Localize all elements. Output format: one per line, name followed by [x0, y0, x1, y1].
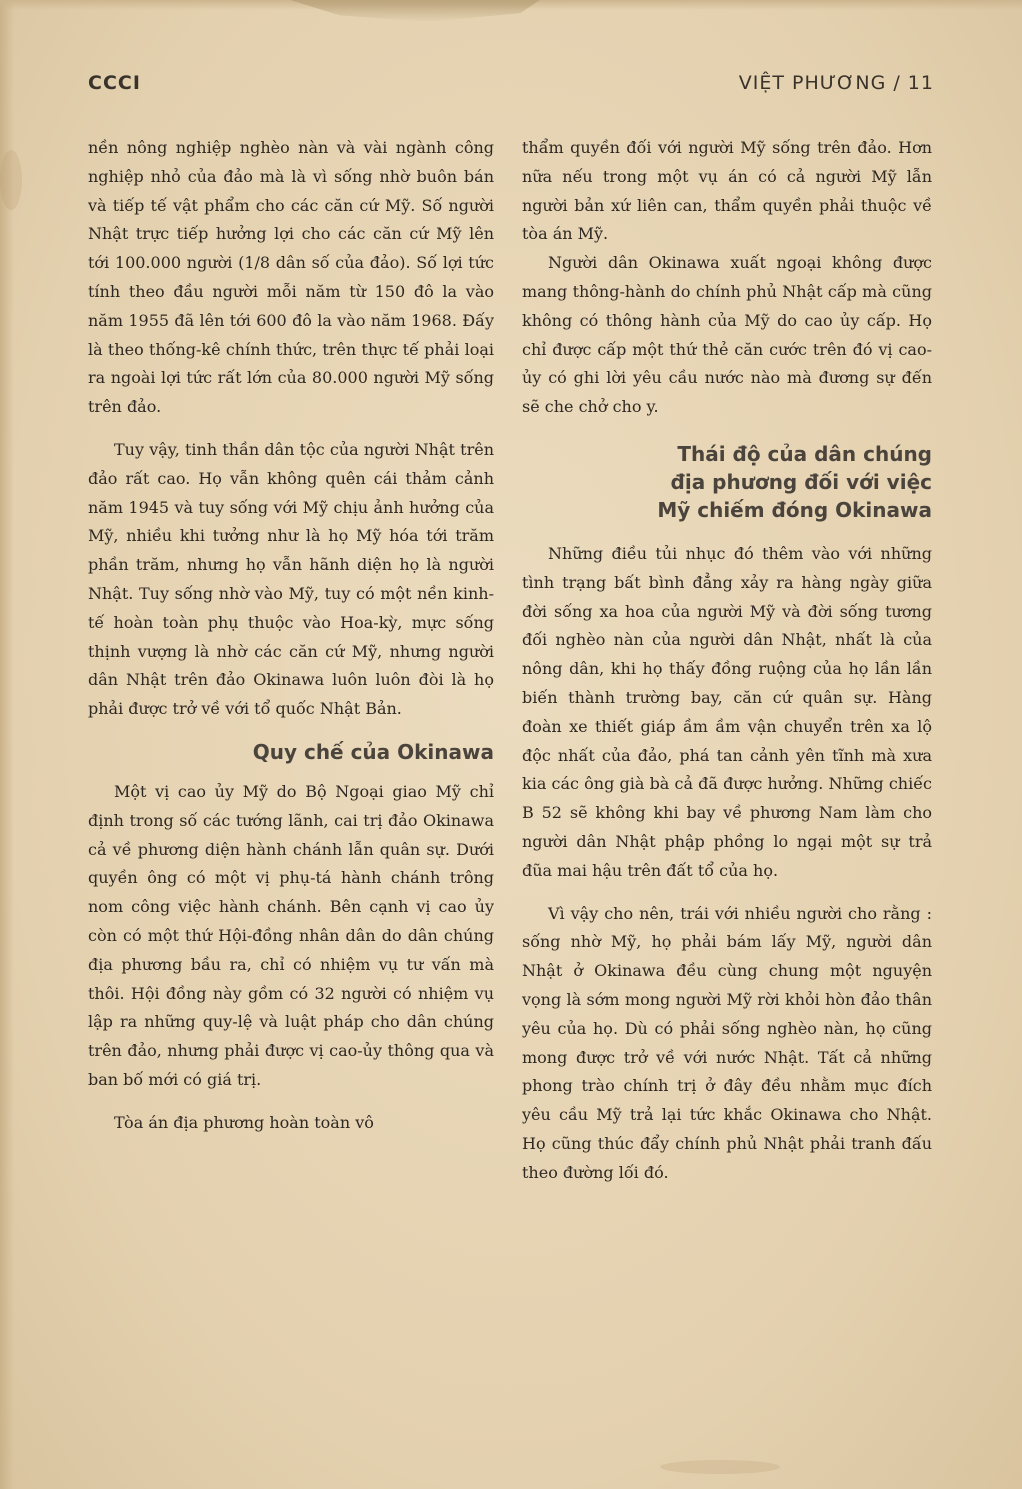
section-heading-line: địa phương đối với việc: [670, 469, 932, 494]
paragraph: Vì vậy cho nên, trái với nhiều người cho rằng : sống nhờ Mỹ, họ phải bám lấy Mỹ, người dân Nhật ở Okinawa đều cùng chung một nguyện vọng là sớm mong người Mỹ rời khỏi hòn đảo thân yêu của họ. Dù có phải sống nghèo nàn, họ cũng mong được trở về với nước Nhật. Tất cả những phong trào chính trị ở đây đều nhằm mục đích yêu cầu Mỹ trả lại tức khắc Okinawa cho Nhật. Họ cũng thúc đẩy chính phủ Nhật phải tranh đấu theo đường lối đó.: [522, 903, 932, 1182]
paragraph: Một vị cao ủy Mỹ do Bộ Ngoại giao Mỹ chỉ định trong số các tướng lãnh, cai trị đảo Okinawa cả về phương diện hành chánh lẫn quân sự. Dưới quyền ông có một vị phụ-tá hành chánh trông nom công việc hành chánh. Bên cạnh vị cao ủy còn có một thứ Hội-đồng nhân dân do dân chúng địa phương bầu ra, chỉ có nhiệm vụ tư vấn mà thôi. Hội đồng này gồm có 32 người có nhiệm vụ lập ra những quy-lệ và luật pháp cho dân chúng trên đảo, nhưng phải được vị cao-ủy thông qua và ban bố mới có giá trị.: [88, 781, 494, 1089]
paragraph: Người dân Okinawa xuất ngoại không được mang thông-hành do chính phủ Nhật cấp mà cũng không có thông hành của Mỹ do cao ủy cấp. Họ chỉ được cấp một thứ thẻ căn cước trên đó vị cao-ủy có ghi lời yêu cầu nước nào mà đương sự đến sẽ che chở cho y.: [522, 253, 932, 417]
paper-stain: [0, 150, 22, 210]
page-edge-shadow: [0, 0, 14, 1489]
right-column: [522, 134, 932, 1188]
paragraph: Tuy vậy, tinh thần dân tộc của người Nhật trên đảo rất cao. Họ vẫn không quên cái thảm cảnh năm 1945 và tuy sống với Mỹ chịu ảnh hưởng của Mỹ, nhiều khi tưởng như là họ Mỹ hóa tới trăm phần trăm, nhưng họ vẫn hãnh diện họ là người Nhật. Tuy sống nhờ vào Mỹ, tuy có một nền kinh-tế hoàn toàn phụ thuộc vào Hoa-kỳ, mực sống thịnh vượng là nhờ các căn cứ Mỹ, nhưng người dân Nhật trên đảo Okinawa luôn luôn đòi là họ phải được trở về với tổ quốc Nhật Bản.: [88, 439, 494, 719]
torn-paper-mark: [290, 0, 540, 22]
section-heading-line: Thái độ của dân chúng: [677, 441, 932, 466]
section-heading-line: Mỹ chiếm đóng Okinawa: [657, 497, 932, 522]
page-header: [88, 66, 934, 100]
section-heading-text: Quy chế của Okinawa: [252, 739, 494, 764]
paper-stain: [660, 1460, 780, 1474]
header-left-text: CCCI: [88, 72, 141, 94]
paragraph: Những điều tủi nhục đó thêm vào với những tình trạng bất bình đẳng xảy ra hàng ngày giữa đời sống xa hoa của người Mỹ và đời sống tương đối nghèo nàn của người dân Nhật, nhất là của nông dân, khi họ thấy đồng ruộng của họ lần lần biến thành trường bay, căn cứ quân sự. Hàng đoàn xe thiết giáp ầm ầm vận chuyển trên xa lộ độc nhất của đảo, phá tan cảnh yên tĩnh mà xưa kia các ông già bà cả đã được hưởng. Những chiếc B 52 sẽ không khi bay về phương Nam làm cho người dân Nhật phập phồng lo ngại một sự trả đũa mai hậu trên đất tổ của họ.: [522, 543, 932, 880]
paragraph: thẩm quyền đối với người Mỹ sống trên đảo. Hơn nữa nếu trong một vụ án có cả người Mỹ lẫn người bản xứ liên can, thẩm quyền phải thuộc về tòa án Mỹ.: [522, 138, 932, 244]
section-heading: [88, 738, 494, 766]
paragraph: nền nông nghiệp nghèo nàn và vài ngành công nghiệp nhỏ của đảo mà là vì sống nhờ buôn bán và tiếp tế vật phẩm cho các căn cứ Mỹ. Số người Nhật trực tiếp hưởng lợi cho các căn cứ Mỹ lên tới 100.000 người (1/8 dân số của đảo). Số lợi tức tính theo đầu người mỗi năm từ 150 đô la vào năm 1955 đã lên tới 600 đô la vào năm 1968. Đấy là theo thống-kê chính thức, trên thực tế phải loại ra ngoài lợi tức rất lớn của 80.000 người Mỹ sống trên đảo.: [88, 138, 494, 417]
left-column: [88, 134, 494, 1138]
header-page-number: VIỆT PHƯƠNG / 11: [738, 72, 934, 94]
section-heading: [522, 440, 932, 524]
paragraph: Tòa án địa phương hoàn toàn vô: [114, 1112, 374, 1132]
